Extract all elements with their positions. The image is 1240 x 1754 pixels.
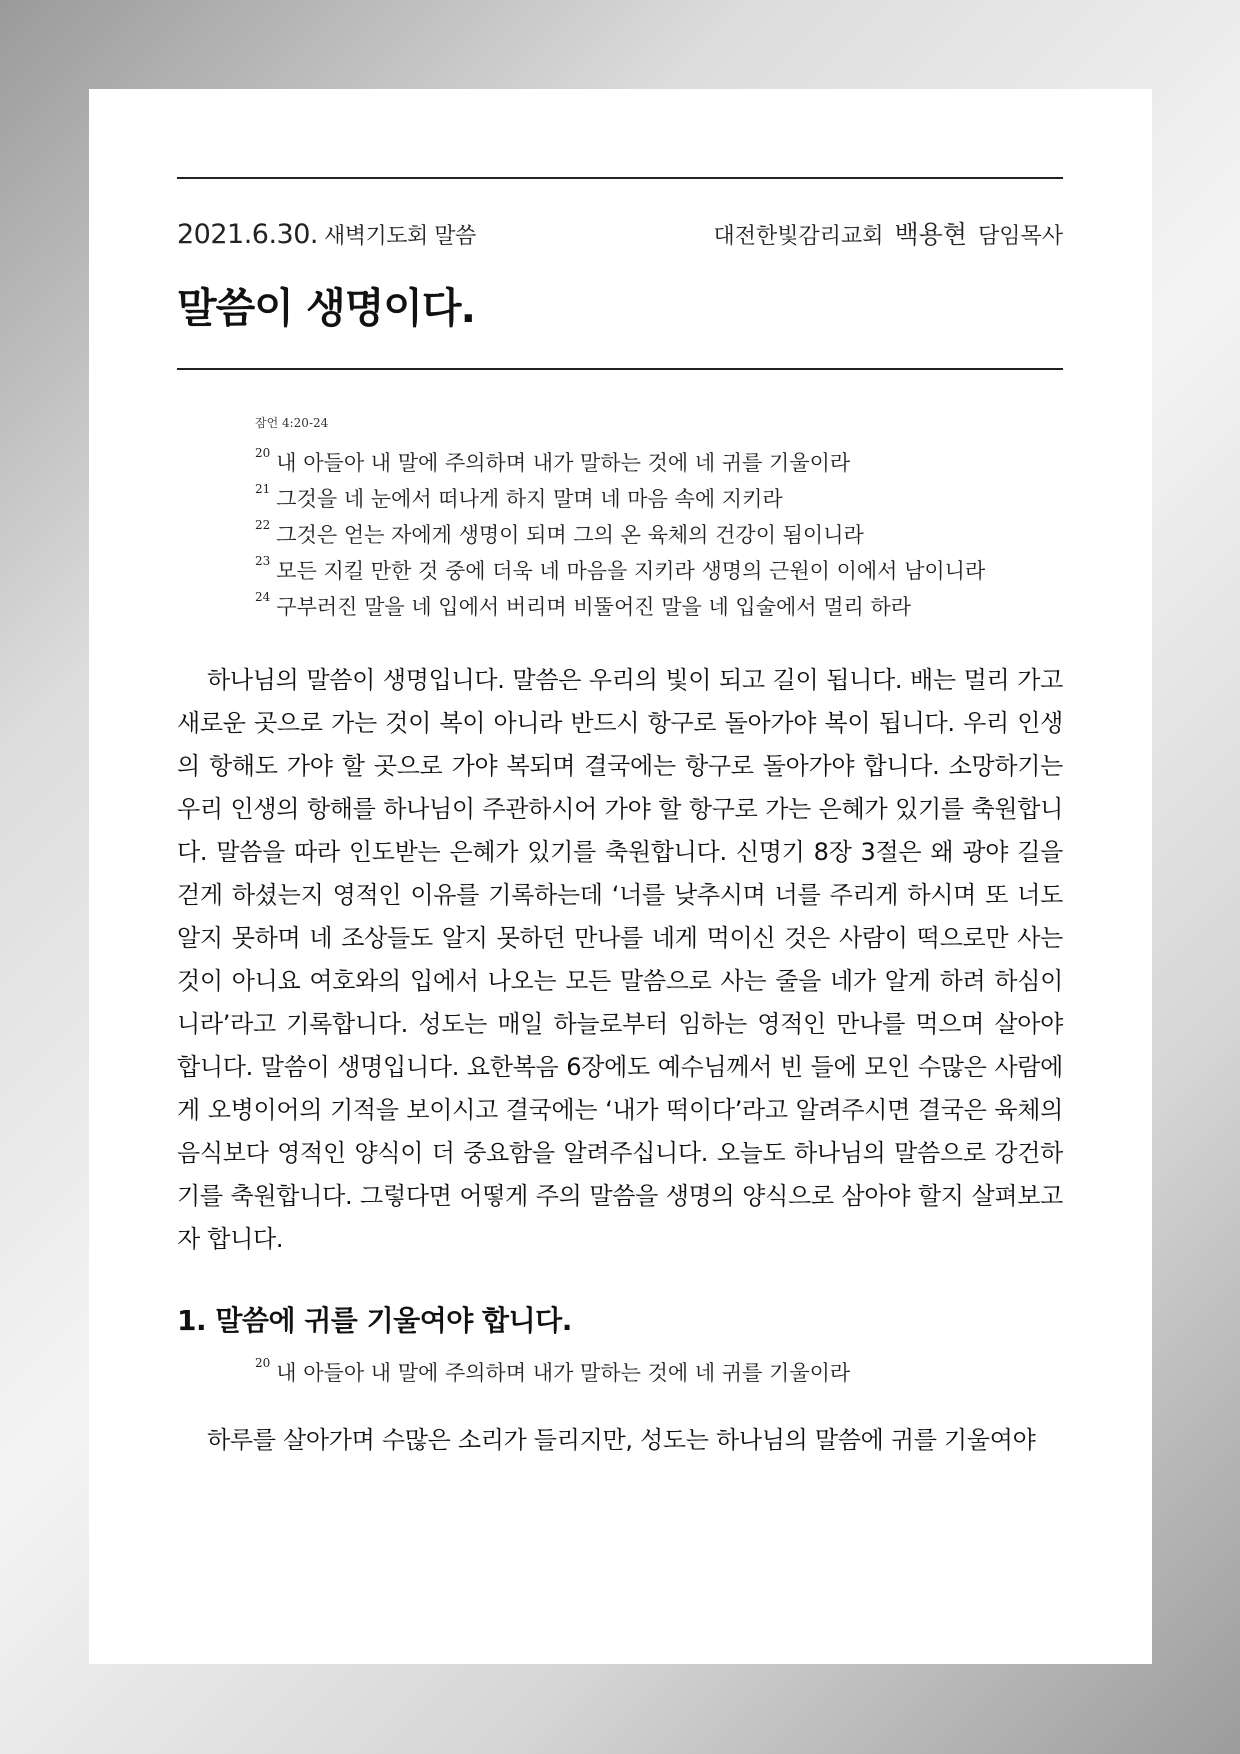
verse-text: 모든 지킬 만한 것 중에 더욱 네 마음을 지키라 생명의 근원이 이에서 남이니라 [276,559,986,583]
header-row [177,215,1063,251]
scripture-reference: 잠언 4:20-24 [255,416,329,430]
verse [255,517,1063,553]
church-name: 대전한빛감리교회 [713,224,884,249]
pastor-title: 담임목사 [977,224,1063,249]
verse-text: 그것을 네 눈에서 떠나게 하지 말며 네 마음 속에 지키라 [276,487,783,511]
verse-text: 내 아들아 내 말에 주의하며 내가 말하는 것에 네 귀를 기울이라 [276,1361,851,1385]
verse [255,1355,1063,1391]
top-rule [177,177,1063,179]
verse [255,589,1063,625]
verse-number: 20 [255,446,271,460]
service-name: 새벽기도회 말씀 [324,224,476,249]
sermon-title: 말씀이 생명이다. [177,284,476,332]
verse-text: 내 아들아 내 말에 주의하며 내가 말하는 것에 네 귀를 기울이라 [276,451,851,475]
verse-text: 그것은 얻는 자에게 생명이 되며 그의 온 육체의 건강이 됨이니라 [276,523,864,547]
verse [255,481,1063,517]
verse-number: 20 [255,1356,271,1370]
verse [255,445,1063,481]
scripture-block [255,414,1063,625]
verse [255,553,1063,589]
date-text: 2021.6.30. [177,219,318,250]
section-verse [255,1355,1063,1391]
intro-paragraph: 하나님의 말씀이 생명입니다. 말씀은 우리의 빛이 되고 길이 됩니다. 배는 멀리 가고 새로운 곳으로 가는 것이 복이 아니라 반드시 항구로 돌아가야 복이 됩니다. 우리 인생의 항해도 가야 할 곳으로 가야 복되며 결국에는 항구로 돌아가야 합니다. 소망하기는 우리 인생의 항해를 하나님이 주관하시어 가야 할 항구로 가는 은혜가 있기를 축원합니다. 말씀을 따라 인도받는 은혜가 있기를 축원합니다. 신명기 8장 3절은 왜 광야 길을 걷게 하셨는지 영적인 이유를 기록하는데 ‘너를 낮추시며 너를 주리게 하시며 또 너도 알지 못하며 네 조상들도 알지 못하던 만나를 네게 먹이신 것은 사람이 떡으로만 사는 것이 아니요 여호와의 입에서 나오는 모든 말씀으로 사는 줄을 네가 알게 하려 하심이니라’라고 기록합니다. 성도는 매일 하늘로부터 임하는 영적인 만나를 먹으며 살아야 합니다. 말씀이 생명입니다. 요한복음 6장에도 예수님께서 빈 들에 모인 수많은 사람에게 오병이어의 기적을 보이시고 결국에는 ‘내가 떡이다’라고 알려주시면 결국은 육체의 음식보다 영적인 양식이 더 중요함을 알려주십니다. 오늘도 하나님의 말씀으로 강건하기를 축원합니다. 그렇다면 어떻게 주의 말씀을 생명의 양식으로 삼아야 할지 살펴보고자 합니다. [177,666,1063,1253]
verse-number: 23 [255,554,271,568]
sermon-date [177,219,476,250]
verse-text: 구부러진 말을 네 입에서 버리며 비뚤어진 말을 네 입술에서 멀리 하라 [276,595,912,619]
church-info [714,215,1064,251]
page-content [177,177,1063,1486]
verse-number: 21 [255,482,271,496]
section-heading: 1. 말씀에 귀를 기울여야 합니다. [177,1304,572,1337]
pastor-name: 백용현 [894,220,967,249]
verse-number: 24 [255,590,271,604]
document-page [89,89,1152,1664]
verse-number: 22 [255,518,271,532]
title-rule [177,368,1063,370]
section-paragraph: 하루를 살아가며 수많은 소리가 들리지만, 성도는 하나님의 말씀에 귀를 기울여야 [207,1426,1036,1454]
